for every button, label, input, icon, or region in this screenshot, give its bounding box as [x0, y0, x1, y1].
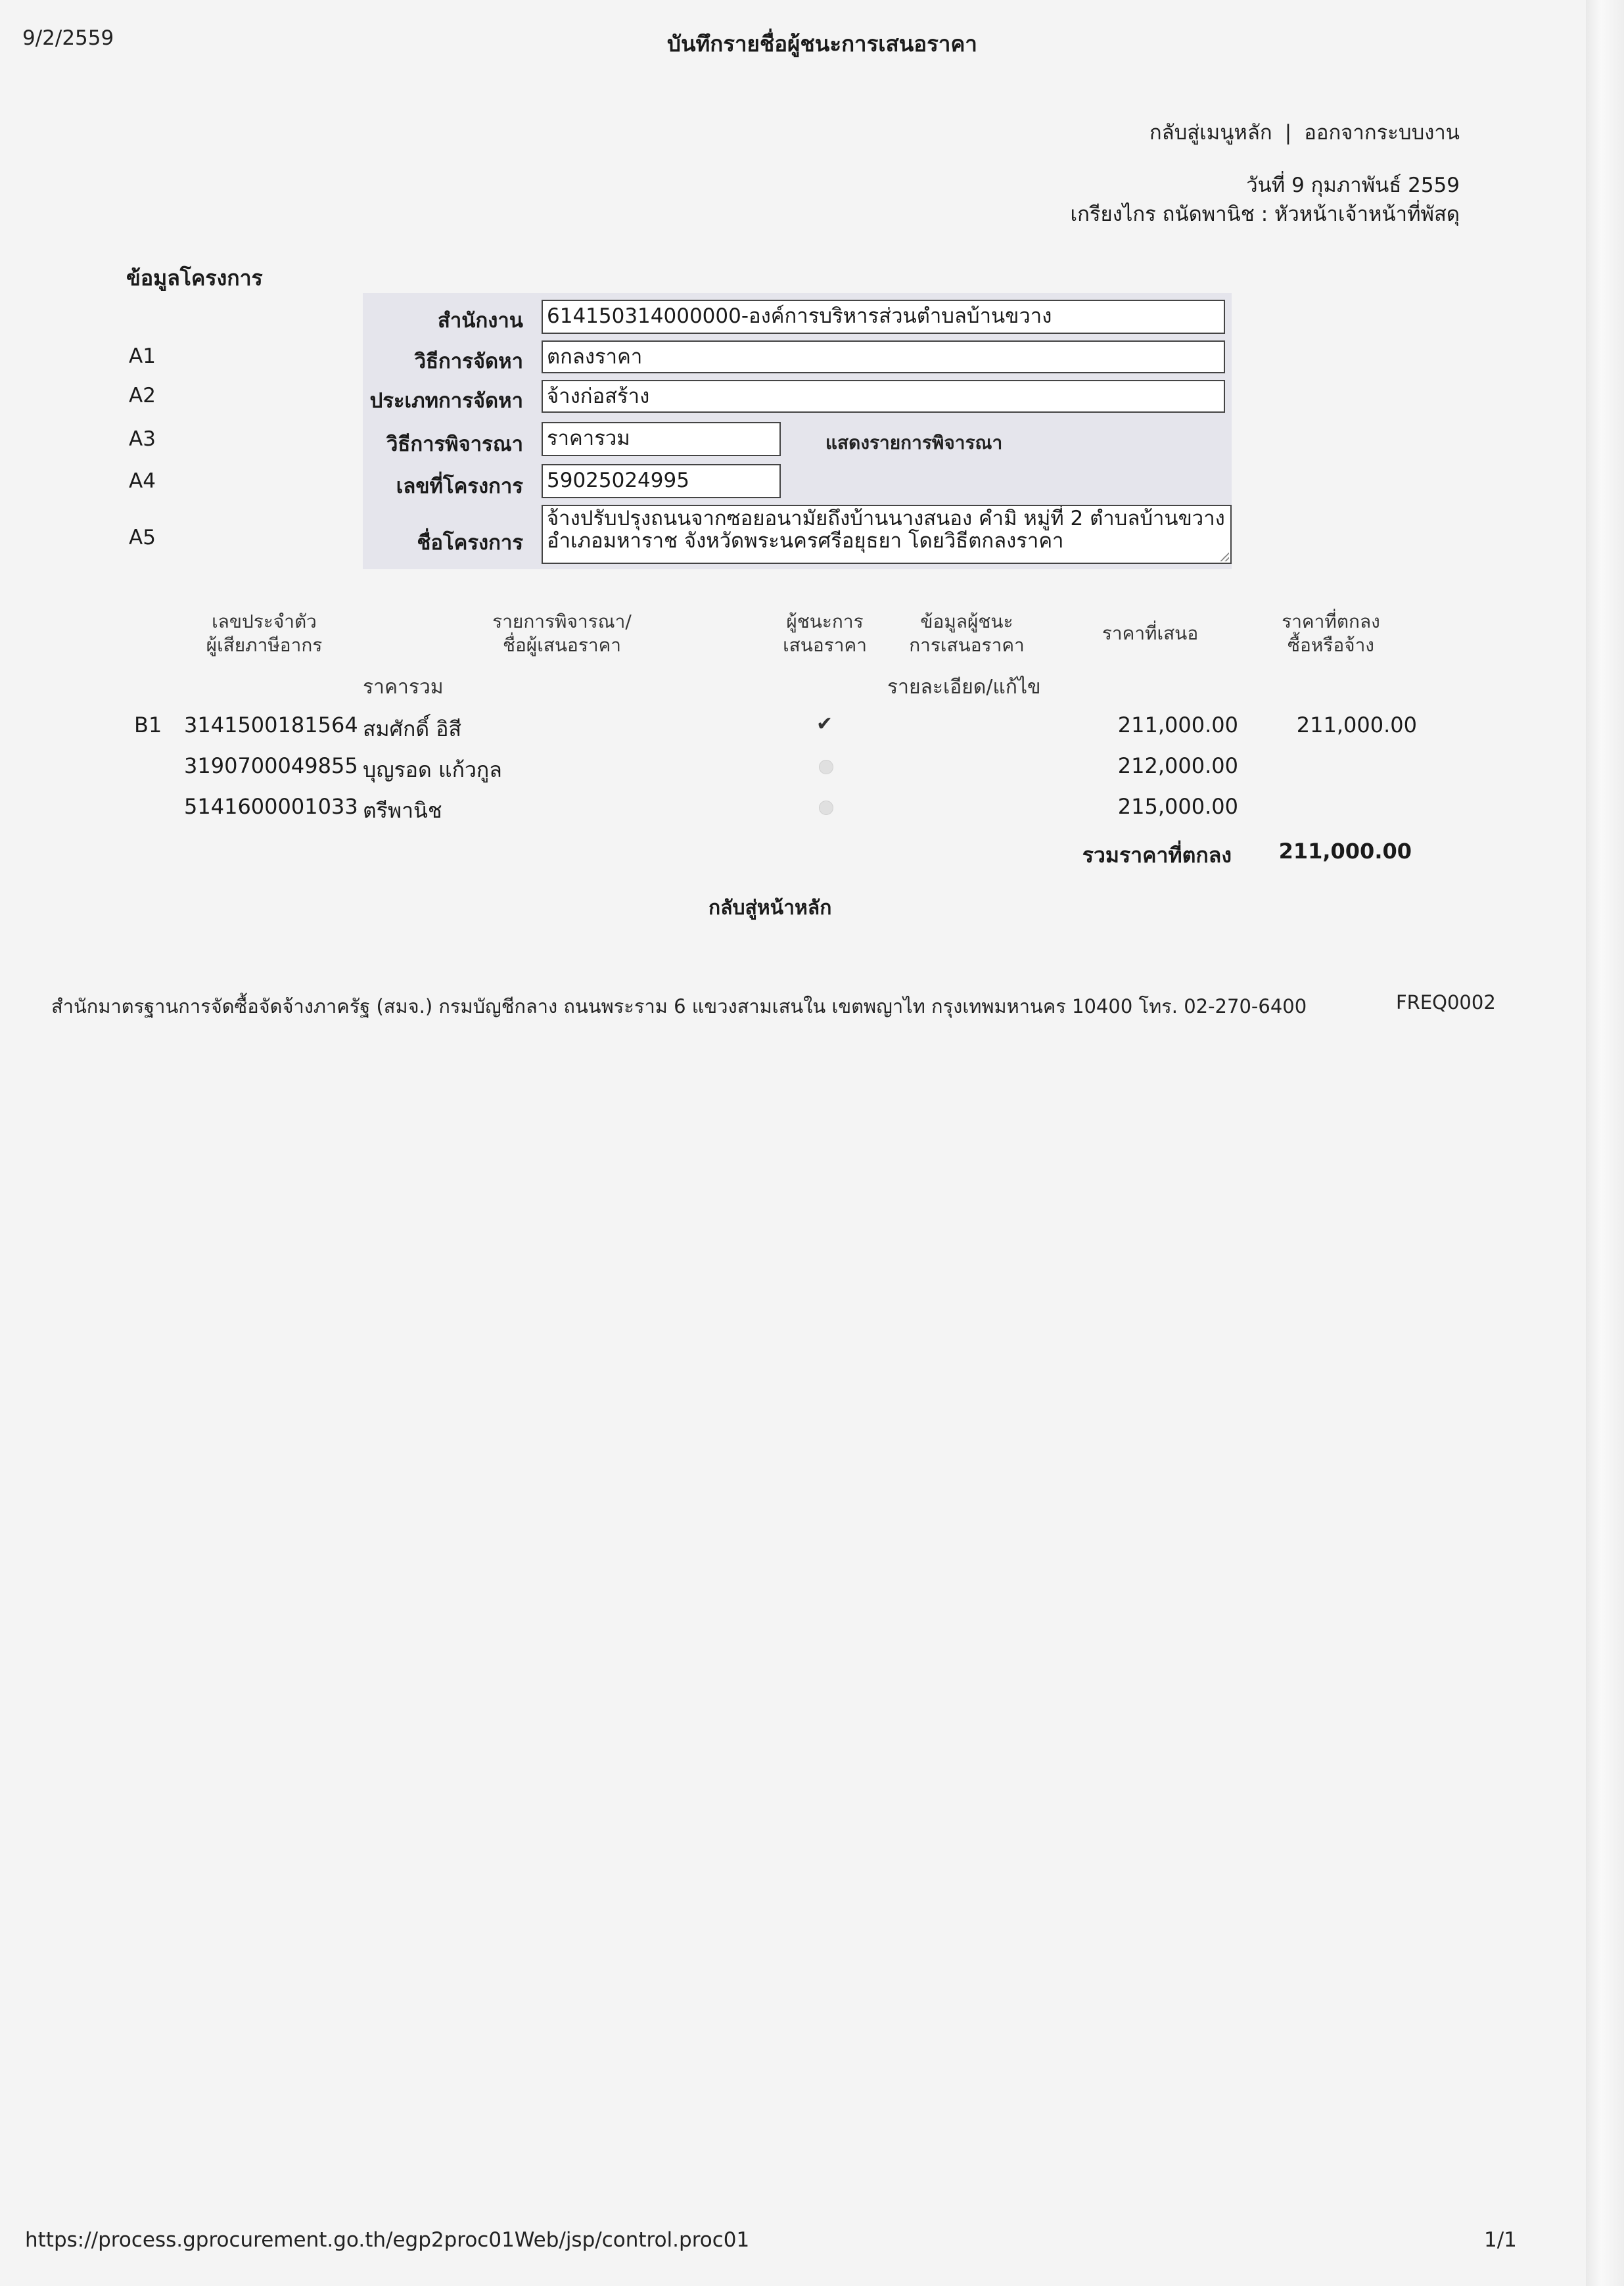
col-header-winner-info-line2: การเสนอราคา [909, 634, 1025, 656]
col-header-winner-line2: เสนอราคา [783, 634, 867, 656]
col-header-agreed-line2: ซื้อหรือจ้าง [1288, 634, 1374, 656]
winner-check-icon: ✔ [816, 712, 833, 735]
col-header-agreed-line1: ราคาที่ตกลง [1282, 611, 1380, 632]
offered-price: 215,000.00 [1117, 794, 1238, 819]
project-name-textarea[interactable] [542, 505, 1232, 564]
total-value: 211,000.00 [1278, 839, 1412, 864]
logout-link[interactable]: ออกจากระบบงาน [1304, 121, 1460, 145]
offered-price: 211,000.00 [1117, 712, 1238, 737]
col-header-tax-id-line1: เลขประจำตัว [212, 611, 317, 632]
total-label: รวมราคาที่ตกลง [1082, 843, 1232, 868]
resize-grip-icon[interactable] [1220, 552, 1229, 561]
col-header-item-line2: ชื่อผู้เสนอราคา [502, 634, 622, 656]
evaluation-method-label: วิธีการพิจารณา [386, 432, 523, 456]
project-number-label: เลขที่โครงการ [396, 475, 523, 498]
show-evaluation-items-link[interactable]: แสดงรายการพิจารณา [825, 432, 1003, 454]
detail-edit-link[interactable]: รายละเอียด/แก้ไข [887, 676, 1041, 699]
project-name-text: จ้างปรับปรุงถนนจากซอยอนามัยถึงบ้านนางสนอง คำมิ หมู่ที่ 2 ตำบลบ้านขวาง อำเภอมหาราช จังหวัดพระนครศรีอยุธยา โดยวิธีตกลงราคา [547, 507, 1225, 553]
col-header-offered-line1: ราคาที่เสนอ [1102, 622, 1199, 644]
col-header-agreed [1255, 610, 1406, 657]
procurement-type-label: ประเภทการจัดหา [369, 389, 523, 413]
office-label: สำนักงาน [437, 309, 523, 333]
page-title: บันทึกรายชื่อผู้ชนะการเสนอราคา [667, 31, 977, 57]
col-header-winner [769, 610, 881, 657]
bidder-name: ตรีพานิช [363, 798, 442, 823]
winner-radio[interactable] [819, 760, 833, 774]
row-code-a3: A3 [129, 427, 156, 451]
main-menu-link[interactable]: กลับสู่เมนูหลัก [1149, 121, 1272, 145]
bidder-name: บุญรอด แก้วกูล [363, 757, 502, 782]
evaluation-method-field: ราคารวม [542, 422, 781, 456]
bidder-tax-id: 3190700049855 [184, 753, 358, 778]
nav-separator: | [1284, 121, 1292, 145]
agreed-price: 211,000.00 [1296, 712, 1417, 737]
project-section-title: ข้อมูลโครงการ [126, 266, 263, 291]
current-date: วันที่ 9 กุมภาพันธ์ 2559 [1246, 174, 1460, 197]
project-name-label: ชื่อโครงการ [417, 531, 523, 555]
col-header-winner-info [898, 610, 1036, 657]
row-code-a4: A4 [129, 469, 156, 493]
bidder-name: สมศักดิ์ อิสี [363, 716, 462, 741]
row-code-a1: A1 [129, 344, 156, 368]
row-code-a5: A5 [129, 526, 156, 549]
col-header-tax-id-line2: ผู้เสียภาษีอากร [206, 634, 323, 656]
winner-radio[interactable] [819, 801, 833, 815]
col-header-winner-line1: ผู้ชนะการ [786, 611, 864, 632]
bidder-tax-id: 3141500181564 [184, 712, 358, 737]
procurement-method-field: ตกลงราคา [542, 340, 1225, 373]
footer-address: สำนักมาตรฐานการจัดซื้อจัดจ้างภาครัฐ (สมจ.) กรมบัญชีกลาง ถนนพระราม 6 แขวงสามเสนใน เขตพญาไท กรุงเทพมหานคร 10400 โทร. 02-270-6400 [51, 995, 1307, 1017]
office-field: 614150314000000-องค์การบริหารส่วนตำบลบ้านขวาง [542, 300, 1225, 334]
scan-edge-shadow [1586, 0, 1624, 2286]
print-page-number: 1/1 [1484, 2228, 1517, 2252]
project-number-field: 59025024995 [542, 464, 781, 498]
print-date: 9/2/2559 [22, 26, 114, 50]
group-label: ราคารวม [363, 676, 444, 699]
col-header-item [453, 610, 670, 657]
user-info: เกรียงไกร ถนัดพานิช : หัวหน้าเจ้าหน้าที่พัสดุ [1070, 202, 1460, 226]
print-url: https://process.gprocurement.go.th/egp2proc01Web/jsp/control.proc01 [25, 2228, 750, 2252]
col-header-offered [1078, 622, 1222, 645]
procurement-method-label: วิธีการจัดหา [414, 350, 523, 373]
procurement-type-field: จ้างก่อสร้าง [542, 380, 1225, 413]
back-to-main-link[interactable]: กลับสู่หน้าหลัก [708, 897, 832, 920]
footer-form-code: FREQ0002 [1396, 991, 1496, 1014]
row-code-b1: B1 [134, 712, 162, 737]
row-code-a2: A2 [129, 384, 156, 408]
top-nav [1149, 116, 1460, 149]
col-header-item-line1: รายการพิจารณา/ [492, 611, 632, 632]
bidder-tax-id: 5141600001033 [184, 794, 358, 819]
offered-price: 212,000.00 [1117, 753, 1238, 778]
col-header-tax-id [177, 610, 351, 657]
col-header-winner-info-line1: ข้อมูลผู้ชนะ [920, 611, 1013, 632]
